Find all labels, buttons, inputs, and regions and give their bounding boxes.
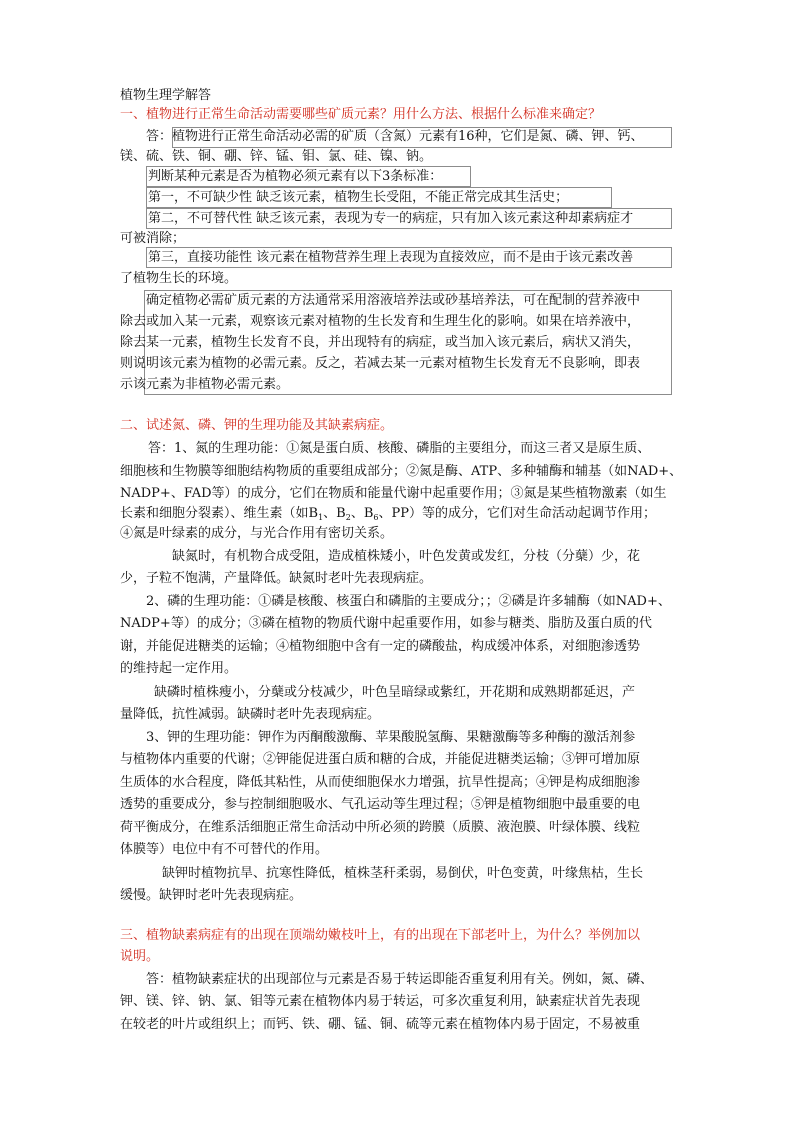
q1-answer-line: 可被消除； xyxy=(120,231,186,246)
q2-line: 少，子粒不饱满，产量降低。缺氮时老叶先表现病症。 xyxy=(120,571,433,586)
q2-line: 体膜等）电位中有不可替代的作用。 xyxy=(120,842,329,857)
q2-line: 细胞核和生物膜等细胞结构物质的重要组成部分；②氮是酶、ATP、多种辅酶和辅基（如NAD+、 xyxy=(120,464,683,479)
q2-line: 与植物体内重要的代谢；②钾能促进蛋白质和糖的合成，并能促进糖类运输；③钾可增加原 xyxy=(120,752,641,767)
q1-answer-line: 第三，直接功能性 该元素在植物营养生理上表现为直接效应，而不是由于该元素改善 xyxy=(148,250,634,265)
q2-line: 生质体的水合程度，降低其粘性，从而使细胞保水力增强，抗旱性提高；④钾是构成细胞渗 xyxy=(120,775,641,790)
q1-answer-line: 除去或加入某一元素，观察该元素对植物的生长发育和生理生化的影响。如果在培养液中， xyxy=(120,314,641,329)
q1-answer-line: 判断某种元素是否为植物必须元素有以下3条标准： xyxy=(148,169,443,184)
subscript-6: 6 xyxy=(373,513,379,522)
q2-line: 3、钾的生理功能：钾作为丙酮酸激酶、苹果酸脱氢酶、果糖激酶等多种酶的激活剂参 xyxy=(146,730,636,745)
q3-line: 在较老的叶片或组织上；而钙、铁、硼、锰、铜、硫等元素在植物体内易于固定，不易被重 xyxy=(120,1017,641,1032)
q2-line: 缺氮时，有机物合成受阻，造成植株矮小，叶色发黄或发红，分枝（分蘖）少，花 xyxy=(172,549,641,564)
q2-line: 答：1、氮的生理功能：①氮是蛋白质、核酸、磷脂的主要组分，而这三者又是原生质、 xyxy=(148,441,651,456)
vitamin-text-a: 长素和细胞分裂素）、维生素（如B xyxy=(120,506,319,521)
subscript-1: 1 xyxy=(318,513,324,522)
question-3-heading: 三、植物缺素病症有的出现在顶端幼嫩枝叶上，有的出现在下部老叶上，为什么？举例加以 xyxy=(120,928,641,943)
q3-line: 钾、镁、锌、钠、氯、钼等元素在植物体内易于转运，可多次重复利用，缺素症状首先表现 xyxy=(120,994,641,1009)
q2-line: 谢，并能促进糖类的运输；④植物细胞中含有一定的磷酸盐，构成缓冲体系，对细胞渗透势 xyxy=(120,639,641,654)
q1-answer-line: 示该元素为非植物必需元素。 xyxy=(120,377,290,392)
q2-line: 缺钾时植物抗旱、抗寒性降低，植株茎秆柔弱，易倒伏，叶色变黄，叶缘焦枯，生长 xyxy=(162,866,644,881)
q2-line: NADP+等）的成分；③磷在植物的物质代谢中起重要作用，如参与糖类、脂肪及蛋白质的代 xyxy=(120,616,652,631)
q2-line: 缺磷时植株瘦小，分蘖或分枝减少，叶色呈暗绿或紫红，开花期和成熟期都延迟，产 xyxy=(154,685,636,700)
q2-line: NADP+、FAD等）的成分，它们在物质和能量代谢中起重要作用；③氮是某些植物激素（如生 xyxy=(120,486,667,501)
q1-answer-line: 镁、硫、铁、铜、硼、锌、锰、钼、氯、硅、镍、钠。 xyxy=(120,149,433,164)
q3-line: 答：植物缺素症状的出现部位与元素是否易于转运即能否重复利用有关。例如，氮、磷、 xyxy=(146,972,654,987)
q2-line: 荷平衡成分，在维系活细胞正常生命活动中所必须的跨膜（质膜、液泡膜、叶绿体膜、线粒 xyxy=(120,820,641,835)
vitamin-text-c: 、B xyxy=(350,506,374,521)
q2-line: 缓慢。缺钾时老叶先表现病症。 xyxy=(120,888,303,903)
vitamin-text-b: 、B xyxy=(323,506,346,521)
q2-line: 透势的重要成分，参与控制细胞吸水、气孔运动等生理过程；⑤钾是植物细胞中最重要的电 xyxy=(120,797,641,812)
question-3-heading-cont: 说明。 xyxy=(120,949,160,964)
q2-line: 2、磷的生理功能：①磷是核酸、核蛋白和磷脂的主要成分；；②磷是许多辅酶（如NAD+、 xyxy=(146,594,671,609)
vitamin-text-d: 、PP）等的成分，它们对生命活动起调节作用； xyxy=(378,506,656,521)
q2-line: 的维持起一定作用。 xyxy=(120,661,238,676)
q2-line: ④氮是叶绿素的成分，与光合作用有密切关系。 xyxy=(120,526,394,541)
q1-answer-line: 了植物生长的环境。 xyxy=(120,271,238,286)
q2-line: 量降低，抗性减弱。缺磷时老叶先表现病症。 xyxy=(120,707,381,722)
q1-answer-line: 第一，不可缺少性 缺乏该元素，植物生长受阻，不能正常完成其生活史； xyxy=(148,190,569,205)
q1-answer-line: 除去某一元素，植物生长发育不良，并出现特有的病症，或当加入该元素后，病状又消失， xyxy=(120,335,641,350)
doc-title: 植物生理学解答 xyxy=(120,88,212,103)
question-1-heading: 一、植物进行正常生命活动需要哪些矿质元素？用什么方法、根据什么标准来确定？ xyxy=(120,107,602,122)
q1-answer-line: 确定植物必需矿质元素的方法通常采用溶液培养法或砂基培养法，可在配制的营养液中 xyxy=(146,293,641,308)
q1-answer-line: 答：植物进行正常生命活动必需的矿质（含氮）元素有16种，它们是氮、磷、钾、钙、 xyxy=(146,129,644,144)
question-2-heading: 二、试述氮、磷、钾的生理功能及其缺素病症。 xyxy=(120,418,394,433)
subscript-2: 2 xyxy=(345,513,351,522)
q2-line-vitamins xyxy=(120,505,656,527)
q1-answer-line: 第二，不可替代性 缺乏该元素，表现为专一的病症，只有加入该元素这种却素病症才 xyxy=(148,211,634,226)
q1-answer-line: 则说明该元素为植物的必需元素。反之，若减去某一元素对植物生长发育无不良影响，即表 xyxy=(120,356,641,371)
